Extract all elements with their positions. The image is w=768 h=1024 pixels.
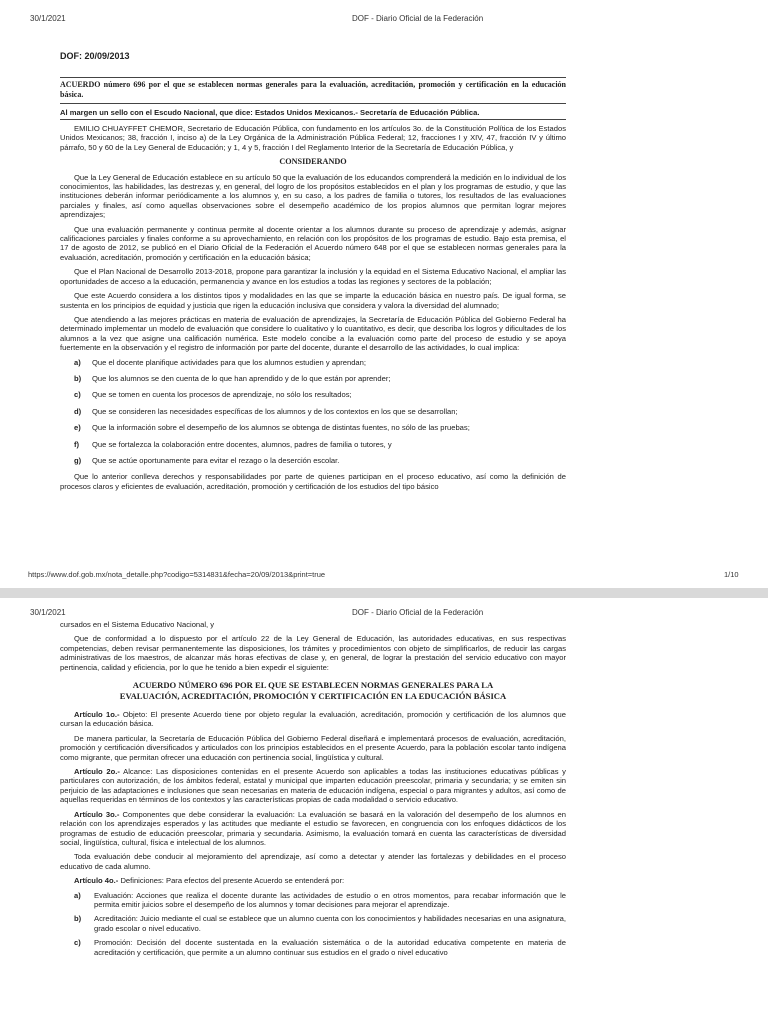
paragraph: De manera particular, la Secretaría de Educación Pública del Gobierno Federal diseñará e implementará procesos de evaluación, acreditación, promoción y certificación diversificados y articulados con los principios establecidos en el presente Acuerdo, para la población escolar tanto indígena como migrante, que permitan ofrecer una educación con pertinencia social, lingüística y cultural. bbox=[60, 733, 566, 762]
list-item: f) Que se fortalezca la colaboración entre docentes, alumnos, padres de familia o tutores, y bbox=[74, 439, 392, 449]
footer-page-number: 1/10 bbox=[724, 570, 739, 579]
intro-paragraph: EMILIO CHUAYFFET CHEMOR, Secretario de Educación Pública, con fundamento en los artículos 3o. de la Constitución Política de los Estados Unidos Mexicanos; 38, fracción I, inciso a) de la Ley Orgánica de la Administración Pública Federal; 12, fracciones I y XIV, 47, fracción IV y último párrafo, 50 y 60 de la Ley General de Educación; y 1, 4 y 5, fracción I del Reglamento Interior de la Secretaría de Educación Pública, y bbox=[60, 124, 566, 152]
header-site: DOF - Diario Oficial de la Federación bbox=[352, 608, 484, 617]
dof-date: DOF: 20/09/2013 bbox=[60, 51, 130, 61]
paragraph: Que el Plan Nacional de Desarrollo 2013-2018, propone para garantizar la inclusión y la equidad en el Sistema Educativo Nacional, el ampliar las oportunidades de acceso a la educación, permanencia y avance en los estudios a todas las regiones y sectores de la población; bbox=[60, 267, 566, 286]
definitions-list bbox=[60, 891, 566, 957]
list-item: g) Que se actúe oportunamente para evitar el rezago o la deserción escolar. bbox=[74, 455, 340, 465]
considerando-heading: CONSIDERANDO bbox=[279, 157, 347, 167]
article-3: Artículo 3o.- Componentes que debe considerar la evaluación: La evaluación se basará en la valoración del desempeño de los alumnos en relación con los aprendizajes esperados y las actitudes que mediante el estudio se favorecen, en congruencia con los enfoques didácticos de los programas de estudio de educación preescolar, primaria y secundaria. Asimismo, la evaluación tomará en cuenta las características de diversidad social, lingüística, cultural, física e intelectual de los alumnos. bbox=[60, 809, 566, 847]
margin-note: Al margen un sello con el Escudo Nacional, que dice: Estados Unidos Mexicanos.- Secretaría de Educación Pública. bbox=[60, 108, 566, 120]
agreement-title: ACUERDO NÚMERO 696 POR EL QUE SE ESTABLECEN NORMAS GENERALES PARA LA EVALUACIÓN, ACREDITACIÓN, PROMOCIÓN Y CERTIFICACIÓN EN LA EDUCACIÓN BÁSICA bbox=[119, 680, 507, 702]
paragraph: Que este Acuerdo considera a los distintos tipos y modalidades en las que se imparte la educación básica en nuestro país. De igual forma, se sustenta en los principios de equidad y justicia que rigen la educación inclusiva que considera y valora la diversidad del alumnado; bbox=[60, 291, 566, 310]
list-item: b) Que los alumnos se den cuenta de lo que han aprendido y de lo que están por aprender; bbox=[74, 373, 391, 383]
header-date: 30/1/2021 bbox=[30, 608, 66, 617]
list-item: d) Que se consideren las necesidades específicas de los alumnos y de los contextos en los que se desarrollan; bbox=[74, 406, 458, 416]
paragraph: Que la Ley General de Educación establece en su artículo 50 que la evaluación de los educandos comprenderá la medición en lo individual de los conocimientos, las habilidades, las destrezas y, en general, del logro de los propósitos establecidos en el plan y los programas de estudio, y que las instituciones deberán informar periódicamente a los alumnos y, en su caso, a los padres de familia o tutores, los resultados de las evaluaciones parciales y finales, así como aquellas observaciones sobre el desempeño académico de los propios alumnos que permitan lograr mejores aprendizajes; bbox=[60, 172, 566, 220]
paragraph: Que lo anterior conlleva derechos y responsabilidades por parte de quienes participan en el proceso educativo, así como la definición de procesos claros y eficientes de evaluación, acreditación, promoción y certificación de los estudios del tipo básico bbox=[60, 472, 566, 491]
paragraph: Que una evaluación permanente y continua permite al docente orientar a los alumnos durante su proceso de aprendizaje y además, asignar calificaciones parciales y finales conforme a su aprovechamiento, en relación con los propósitos de los programas de estudio. Bajo esta premisa, el 17 de agosto de 2012, se publicó en el Diario Oficial de la Federación el Acuerdo número 648 por el que se establecen normas generales para la evaluación, acreditación, promoción y certificación en la educación básica; bbox=[60, 224, 566, 262]
paragraph: Toda evaluación debe conducir al mejoramiento del aprendizaje, así como a detectar y atender las fortalezas y debilidades en el proceso educativo de cada alumno. bbox=[60, 852, 566, 871]
list-item: b) Acreditación: Juicio mediante el cual se establece que un alumno cuenta con los conocimientos y habilidades necesarias en una asignatura, grado escolar o nivel educativo. bbox=[74, 914, 566, 933]
paragraph: Que atendiendo a las mejores prácticas en materia de evaluación de aprendizajes, la Secretaría de Educación Pública del Gobierno Federal ha determinado implementar un modelo de evaluación que considere lo cualitativo y lo cuantitativo, es decir, que describa los logros y dificultades de los alumnos a la vez que asigne una calificación numérica. Este modelo concibe a la evaluación como parte del proceso de estudio y se apoya fuertemente en la observación y el registro de información por parte del docente, durante el desarrollo de las actividades, lo cual implica: bbox=[60, 314, 566, 353]
header-date: 30/1/2021 bbox=[30, 14, 66, 23]
page-1-body bbox=[60, 52, 566, 496]
article-1: Artículo 1o.- Objeto: El presente Acuerdo tiene por objeto regular la evaluación, acreditación, promoción y certificación de los alumnos que cursan la educación básica. bbox=[60, 710, 566, 729]
list-item: a) Que el docente planifique actividades para que los alumnos estudien y aprendan; bbox=[74, 357, 366, 367]
page-2-body bbox=[60, 620, 566, 962]
decree-title: ACUERDO número 696 por el que se establecen normas generales para la evaluación, acreditación, promoción y certificación en la educación básica. bbox=[60, 77, 566, 103]
header-site: DOF - Diario Oficial de la Federación bbox=[352, 14, 484, 23]
article-2: Artículo 2o.- Alcance: Las disposiciones contenidas en el presente Acuerdo son aplicables a todas las instituciones educativas públicas y particulares con autorización, de los ámbitos federal, estatal y municipal que imparten educación preescolar, primaria y secundaria; y se emiten sin perjuicio de las adaptaciones e inclusiones que sean necesarias en materia de educación indígena, especial o para migrantes y adultos, así como de aquellas requeridas en términos de los contextos y las características propias de cada modalidad o servicio educativo. bbox=[60, 767, 566, 805]
paragraph: Que de conformidad a lo dispuesto por el artículo 22 de la Ley General de Educación, las autoridades educativas, en sus respectivas competencias, deben revisar permanentemente las disposiciones, los trámites y procedimientos con objeto de simplificarlos, de reducir las cargas administrativas de los maestros, de alcanzar más horas efectivas de clase y, en general, de lograr la prestación del servicio educativo con mayor pertinencia, calidad y eficiencia, por lo que he tenido a bien expedir el siguiente: bbox=[60, 634, 566, 672]
list-item: a) Evaluación: Acciones que realiza el docente durante las actividades de estudio o en otros momentos, para recabar información que le permita emitir juicios sobre el desempeño de los alumnos y tomar decisiones para mejorar el aprendizaje. bbox=[74, 890, 566, 909]
list-item: c) Promoción: Decisión del docente sustentada en la evaluación sistemática o de la autoridad educativa competente en materia de acreditación y certificación, que permite a un alumno continuar sus estudios en el grado o nivel educativo bbox=[74, 938, 566, 957]
list-item: e) Que la información sobre el desempeño de los alumnos se obtenga de distintas fuentes, no sólo de las pruebas; bbox=[74, 423, 470, 433]
continued-text: cursados en el Sistema Educativo Nacional, y bbox=[60, 620, 215, 629]
article-4: Artículo 4o.- Definiciones: Para efectos del presente Acuerdo se entenderá por: bbox=[74, 876, 345, 886]
implications-list bbox=[60, 358, 566, 466]
document-page-2 bbox=[0, 598, 768, 1024]
footer-url[interactable]: https://www.dof.gob.mx/nota_detalle.php?codigo=5314831&fecha=20/09/2013&print=true bbox=[28, 570, 326, 579]
list-item: c) Que se tomen en cuenta los procesos de aprendizaje, no sólo los resultados; bbox=[74, 390, 352, 400]
